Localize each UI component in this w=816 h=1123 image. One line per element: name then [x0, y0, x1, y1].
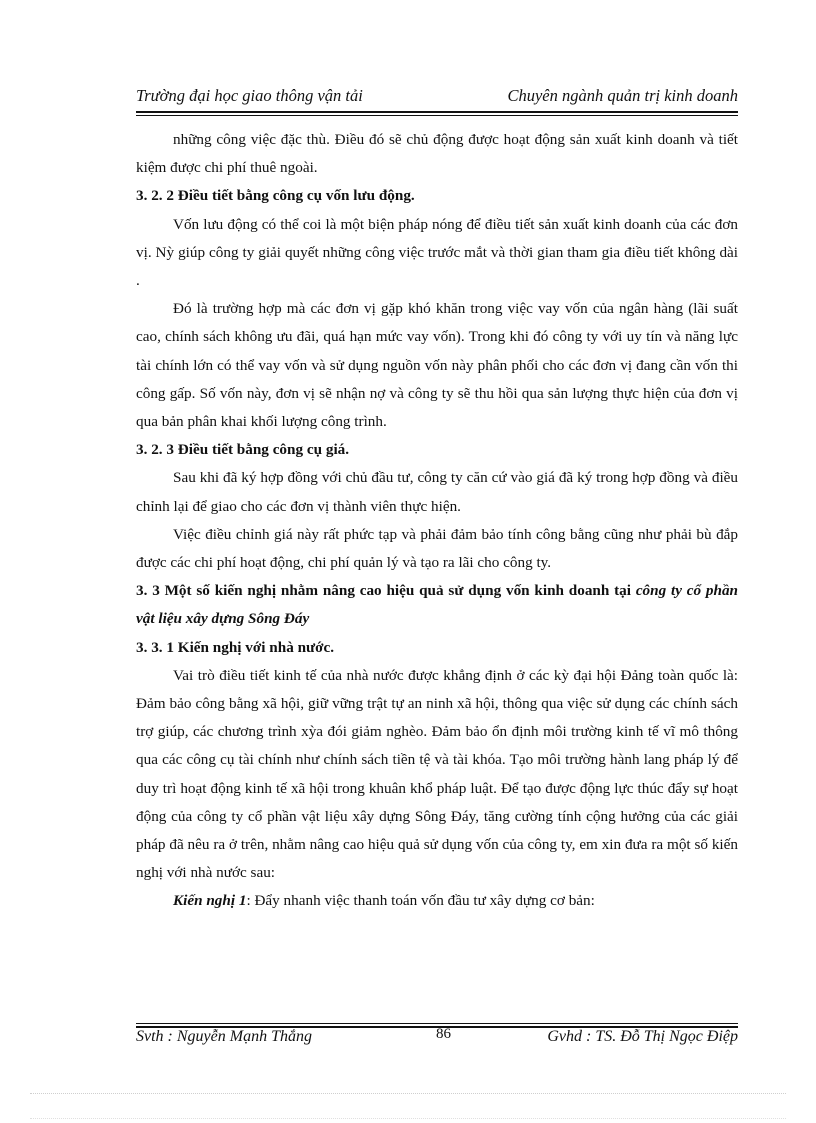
- paragraph: Vốn lưu động có thể coi là một biện pháp nóng để điều tiết sản xuất kinh doanh của các đơn vị. Nỳ giúp công ty giải quyết những công việc trước mắt và thời gian tham gia điều tiết không dài .: [136, 215, 738, 290]
- page-header: [136, 86, 738, 112]
- section-heading-3-3: [136, 577, 738, 633]
- page-edge-divider: [30, 1093, 786, 1094]
- page-edge-divider: [30, 1118, 786, 1119]
- header-rule: [136, 111, 738, 113]
- footer-supervisor: Gvhd : TS. Đỗ Thị Ngọc Điệp: [547, 1028, 738, 1045]
- recommendation-label: Kiến nghị 1: [173, 892, 247, 910]
- footer-rule-thin: [136, 1023, 738, 1024]
- page-footer: [136, 1028, 738, 1052]
- section-heading-prefix: 3. 3 Một số kiến nghị nhằm nâng cao hiệu quả sử dụng vốn kinh doanh tại: [136, 582, 636, 600]
- header-university: Trường đại học giao thông vận tải: [136, 86, 363, 105]
- section-heading-company: công ty cổ phần vật liệu xây dựng Sông Đáy: [136, 582, 738, 628]
- paragraph: những công việc đặc thù. Điều đó sẽ chủ động được hoạt động sản xuất kinh doanh và tiết kiệm được chi phí thuê ngoài.: [136, 131, 738, 177]
- recommendation-text: : Đẩy nhanh việc thanh toán vốn đầu tư xây dựng cơ bản:: [246, 892, 595, 910]
- header-rule-thin: [136, 115, 738, 116]
- footer-student: Svth : Nguyễn Mạnh Thắng: [136, 1028, 312, 1045]
- section-heading: 3. 2. 2 Điều tiết bằng công cụ vốn lưu động.: [136, 187, 415, 205]
- header-major: Chuyên ngành quản trị kinh doanh: [507, 86, 738, 105]
- paragraph: Việc điều chỉnh giá này rất phức tạp và phải đảm bảo tính công bằng cũng như phải bù đắp được các chi phí hoạt động, chi phí quản lý và tạo ra lãi cho công ty.: [136, 525, 738, 572]
- document-body: [136, 126, 738, 916]
- section-heading: 3. 3. 1 Kiến nghị với nhà nước.: [136, 638, 335, 656]
- paragraph: Vai trò điều tiết kinh tế của nhà nước được khẳng định ở các kỳ đại hội Đảng toàn quốc là: Đảm bảo công bằng xã hội, giữ vững trật tự an ninh xã hội, thông qua việc sử dụng các chính sách trợ giúp, các chương trình xỳa đói giảm nghèo. Đảm bảo ổn định môi trường kinh tế vĩ mô thông qua các công cụ tài chính như chính sách tiền tệ và tài khóa. Tạo môi trường hành lang pháp lý để duy trì hoạt động kinh tế xã hội trong khuân khổ pháp luật. Để tạo được động lực thúc đẩy sự hoạt động của công ty cổ phần vật liệu xây dựng Sông Đáy, tăng cường tính cộng hưởng của các giải pháp đã nêu ra ở trên, nhằm nâng cao hiệu quả sử dụng vốn của công ty, em xin đưa ra một số kiến nghị với nhà nước sau:: [136, 666, 738, 882]
- recommendation-paragraph: [136, 887, 738, 915]
- section-heading: 3. 2. 3 Điều tiết bằng công cụ giá.: [136, 441, 350, 459]
- paragraph: Sau khi đã ký hợp đồng với chủ đầu tư, công ty căn cứ vào giá đã ký trong hợp đồng và điều chỉnh lại để giao cho các đơn vị thành viên thực hiện.: [136, 469, 738, 515]
- paragraph: Đó là trường hợp mà các đơn vị gặp khó khăn trong việc vay vốn của ngân hàng (lãi suất cao, chính sách không ưu đãi, quá hạn mức vay vốn). Trong khi đó công ty với uy tín và năng lực tài chính lớn có thể vay vốn và sử dụng nguồn vốn này phân phối cho các đơn vị đang cần vốn thi công gấp. Số vốn này, đơn vị sẽ nhận nợ và công ty sẽ thu hồi qua sản lượng thực hiện của đơn vị qua bản phân khai khối lượng công trình.: [136, 300, 738, 431]
- page-number: 86: [436, 1026, 451, 1042]
